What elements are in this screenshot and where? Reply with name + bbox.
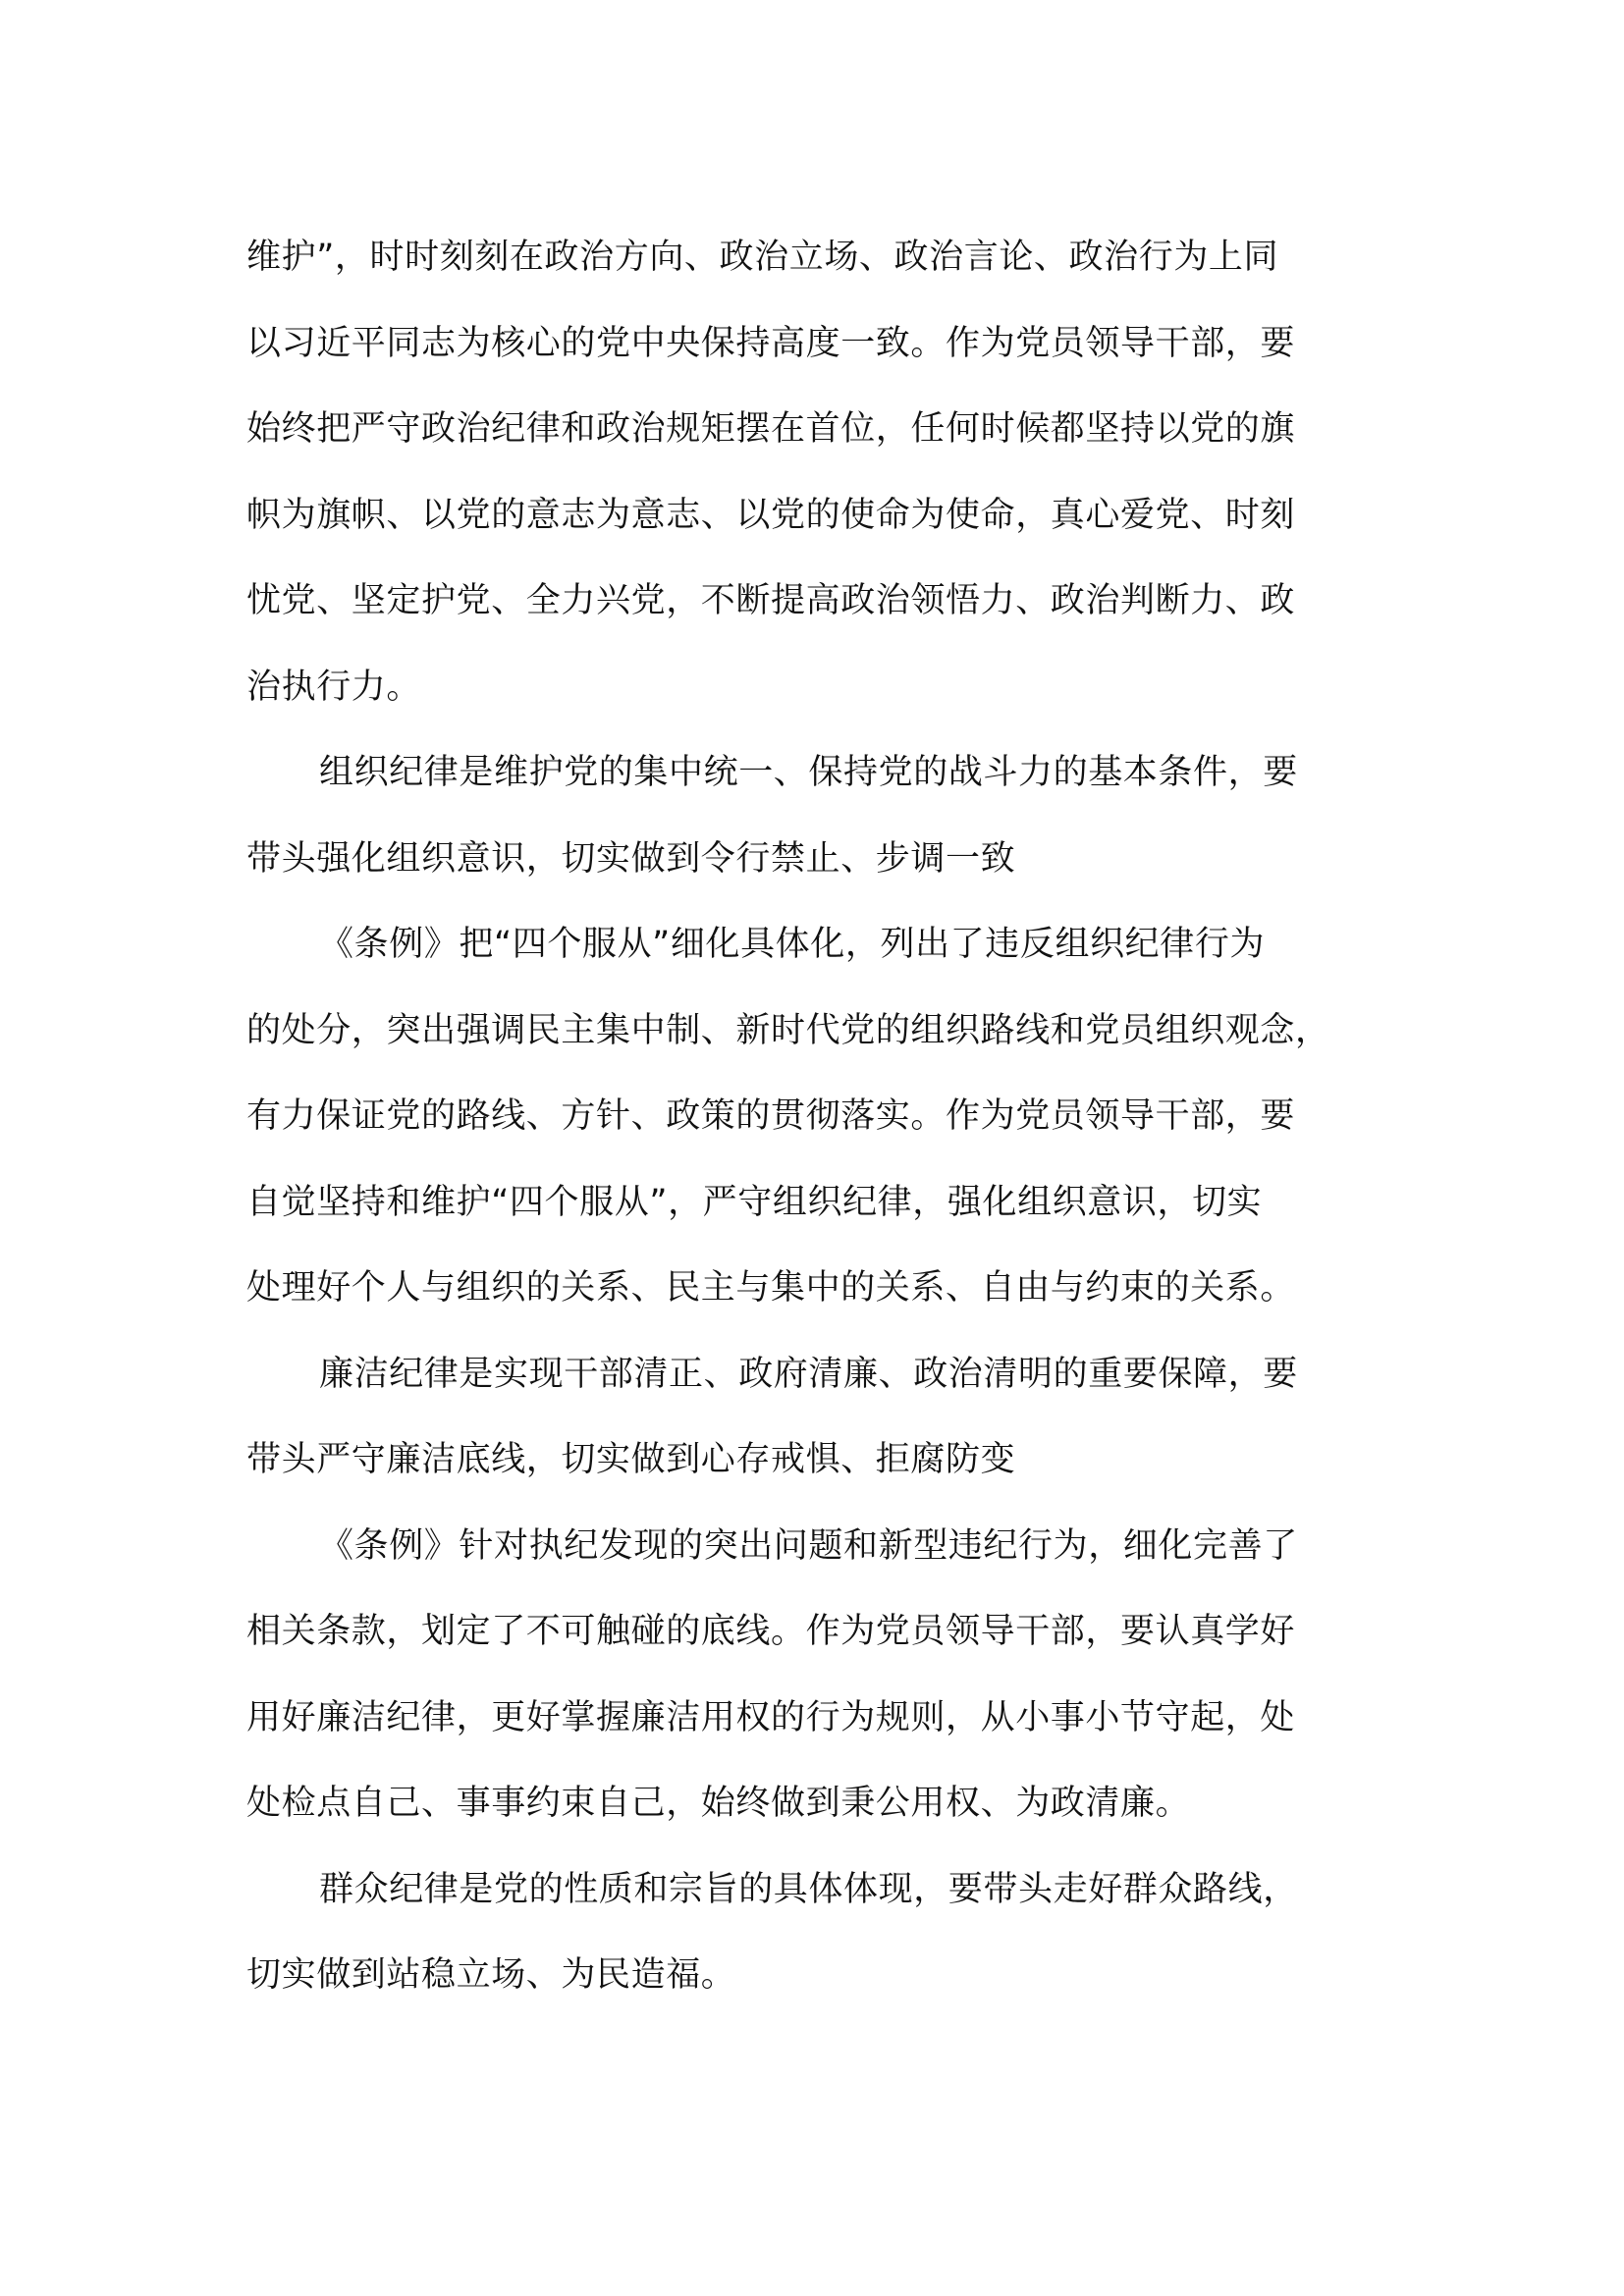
text-line: 帜为旗帜、以党的意志为意志、以党的使命为使命，真心爱党、时刻 bbox=[246, 495, 1296, 535]
paragraph-organizational-discipline-body bbox=[246, 915, 1385, 1345]
text-line: 处理好个人与组织的关系、民主与集中的关系、自由与约束的关系。 bbox=[246, 1268, 1296, 1308]
text-line: 相关条款，划定了不可触碰的底线。作为党员领导干部，要认真学好 bbox=[246, 1612, 1296, 1651]
text-line: 廉洁纪律是实现干部清正、政府清廉、政治清明的重要保障，要 bbox=[319, 1354, 1298, 1394]
paragraph-mass-discipline-heading bbox=[246, 1860, 1385, 2032]
text-line: 有力保证党的路线、方针、政策的贯彻落实。作为党员领导干部，要 bbox=[246, 1096, 1296, 1136]
paragraph-integrity-discipline-body bbox=[246, 1517, 1385, 1860]
text-line: 始终把严守政治纪律和政治规矩摆在首位，任何时候都坚持以党的旗 bbox=[246, 409, 1296, 449]
text-line: 以习近平同志为核心的党中央保持高度一致。作为党员领导干部，要 bbox=[246, 323, 1296, 363]
text-line: 处检点自己、事事约束自己，始终做到秉公用权、为政清廉。 bbox=[246, 1784, 1191, 1823]
text-line: 切实做到站稳立场、为民造福。 bbox=[246, 1955, 736, 1995]
document-body bbox=[246, 228, 1385, 2032]
text-line: 带头强化组织意识，切实做到令行禁止、步调一致 bbox=[246, 838, 1016, 879]
text-line: 用好廉洁纪律，更好掌握廉洁用权的行为规则，从小事小节守起，处 bbox=[246, 1697, 1296, 1737]
paragraph-integrity-discipline-heading bbox=[246, 1345, 1385, 1517]
text-line: 忧党、坚定护党、全力兴党，不断提高政治领悟力、政治判断力、政 bbox=[246, 581, 1296, 620]
text-line: 维护”，时时刻刻在政治方向、政治立场、政治言论、政治行为上同 bbox=[246, 238, 1279, 277]
text-line: 自觉坚持和维护“四个服从”，严守组织纪律，强化组织意识，切实 bbox=[246, 1182, 1263, 1222]
text-line: 带头严守廉洁底线，切实做到心存戒惧、拒腐防变 bbox=[246, 1440, 1016, 1479]
text-line: 组织纪律是维护党的集中统一、保持党的战斗力的基本条件，要 bbox=[319, 753, 1298, 792]
text-line: 《条例》把“四个服从”细化具体化，列出了违反组织纪律行为 bbox=[319, 925, 1266, 964]
text-line: 的处分，突出强调民主集中制、新时代党的组织路线和党员组织观念， bbox=[246, 1010, 1330, 1050]
paragraph-political-discipline bbox=[246, 228, 1385, 743]
text-line: 治执行力。 bbox=[246, 667, 422, 707]
text-line: 群众纪律是党的性质和宗旨的具体体现，要带头走好群众路线， bbox=[319, 1869, 1298, 1909]
text-line: 《条例》针对执纪发现的突出问题和新型违纪行为，细化完善了 bbox=[319, 1525, 1298, 1566]
paragraph-organizational-discipline-heading bbox=[246, 743, 1385, 915]
